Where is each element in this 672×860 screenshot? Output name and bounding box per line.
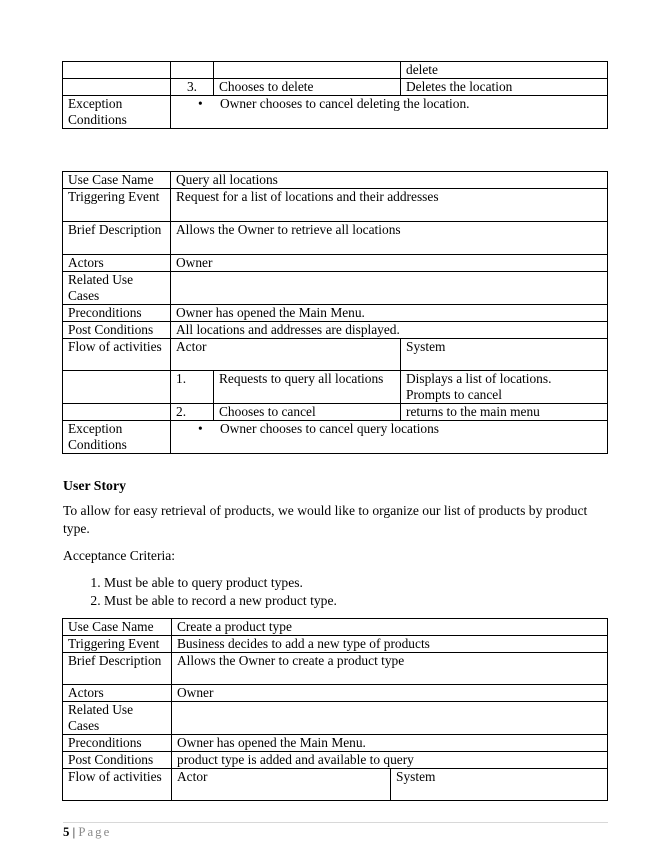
field-label: Actors: [63, 255, 171, 272]
table-row: [63, 404, 608, 421]
table-row: [63, 619, 608, 636]
system-header: System: [391, 769, 608, 801]
exception-text: Owner chooses to cancel deleting the location.: [220, 96, 470, 111]
actors: Owner: [171, 255, 608, 272]
system-cell: Deletes the location: [401, 79, 608, 96]
field-label: Preconditions: [63, 735, 172, 752]
step-number: 1.: [171, 371, 214, 404]
field-label: Use Case Name: [63, 619, 172, 636]
post-conditions: product type is added and available to query: [172, 752, 608, 769]
actor-header: Actor: [171, 339, 401, 371]
user-story-heading: User Story: [63, 478, 126, 493]
preconditions: Owner has opened the Main Menu.: [171, 305, 608, 322]
field-label: Triggering Event: [63, 636, 172, 653]
triggering-event: Request for a list of locations and their addresses: [171, 189, 608, 222]
table-row: [63, 702, 608, 735]
table-row: [63, 255, 608, 272]
footer-separator: |: [72, 825, 76, 839]
use-case-name: Query all locations: [171, 172, 608, 189]
table-row: [63, 322, 608, 339]
field-label: Related Use Cases: [63, 702, 172, 735]
table-row: [63, 172, 608, 189]
table-row: [63, 272, 608, 305]
list-item: 1. Must be able to query product types.: [104, 574, 337, 592]
exception-label: Exception Conditions: [63, 96, 171, 129]
actors: Owner: [172, 685, 608, 702]
post-conditions: All locations and addresses are displayed.: [171, 322, 608, 339]
table-delete-location-continued: [62, 61, 608, 129]
field-label: Use Case Name: [63, 172, 171, 189]
table-row: [63, 421, 608, 454]
actor-header: Actor: [172, 769, 391, 801]
field-label: Brief Description: [63, 653, 172, 685]
table-row: [63, 769, 608, 801]
field-label: Triggering Event: [63, 189, 171, 222]
field-label: Preconditions: [63, 305, 171, 322]
acceptance-criteria-label: Acceptance Criteria:: [63, 548, 176, 563]
field-label: Flow of activities: [63, 769, 172, 801]
page-word: Page: [78, 825, 112, 839]
system-cell: returns to the main menu: [401, 404, 608, 421]
brief-description: Allows the Owner to retrieve all locations: [171, 222, 608, 255]
table-row: [63, 189, 608, 222]
bullet-icon: •: [198, 96, 203, 111]
table-row: [63, 62, 608, 79]
bullet-icon: •: [198, 421, 203, 436]
list-item: 2. Must be able to record a new product type.: [104, 592, 337, 610]
footer-divider: [63, 822, 608, 823]
field-label: Post Conditions: [63, 752, 172, 769]
exception-text: Owner chooses to cancel query locations: [220, 421, 440, 436]
brief-description: Allows the Owner to create a product type: [172, 653, 608, 685]
actor-cell: Requests to query all locations: [214, 371, 401, 404]
page-number: 5: [63, 825, 70, 839]
use-case-name: Create a product type: [172, 619, 608, 636]
actor-cell: Chooses to cancel: [214, 404, 401, 421]
exception-label: Exception Conditions: [63, 421, 171, 454]
table-row: [63, 636, 608, 653]
table-row: [63, 685, 608, 702]
system-line: Displays a list of locations.: [406, 371, 552, 386]
table-row: [63, 79, 608, 96]
field-label: Related Use Cases: [63, 272, 171, 305]
step-number: 3.: [171, 79, 214, 96]
table-row: [63, 371, 608, 404]
table-row: [63, 222, 608, 255]
system-header: System: [401, 339, 608, 371]
triggering-event: Business decides to add a new type of products: [172, 636, 608, 653]
table-row: [63, 752, 608, 769]
related-use-cases: [172, 702, 608, 735]
step-number: 2.: [171, 404, 214, 421]
table-query-all-locations: [62, 171, 608, 454]
page-footer: [63, 825, 111, 840]
table-row: [63, 96, 608, 129]
system-cell: [401, 371, 608, 404]
actor-cell: Chooses to delete: [214, 79, 401, 96]
field-label: Actors: [63, 685, 172, 702]
table-row: [63, 735, 608, 752]
field-label: Flow of activities: [63, 339, 171, 371]
system-cell: delete: [401, 62, 608, 79]
system-line: Prompts to cancel: [406, 387, 502, 402]
table-create-product-type: [62, 618, 608, 801]
acceptance-criteria-list: [63, 574, 337, 609]
field-label: Post Conditions: [63, 322, 171, 339]
preconditions: Owner has opened the Main Menu.: [172, 735, 608, 752]
related-use-cases: [171, 272, 608, 305]
table-row: [63, 305, 608, 322]
user-story-text: To allow for easy retrieval of products, we would like to organize our list of products by product type.: [63, 503, 588, 536]
table-row: [63, 339, 608, 371]
table-row: [63, 653, 608, 685]
field-label: Brief Description: [63, 222, 171, 255]
